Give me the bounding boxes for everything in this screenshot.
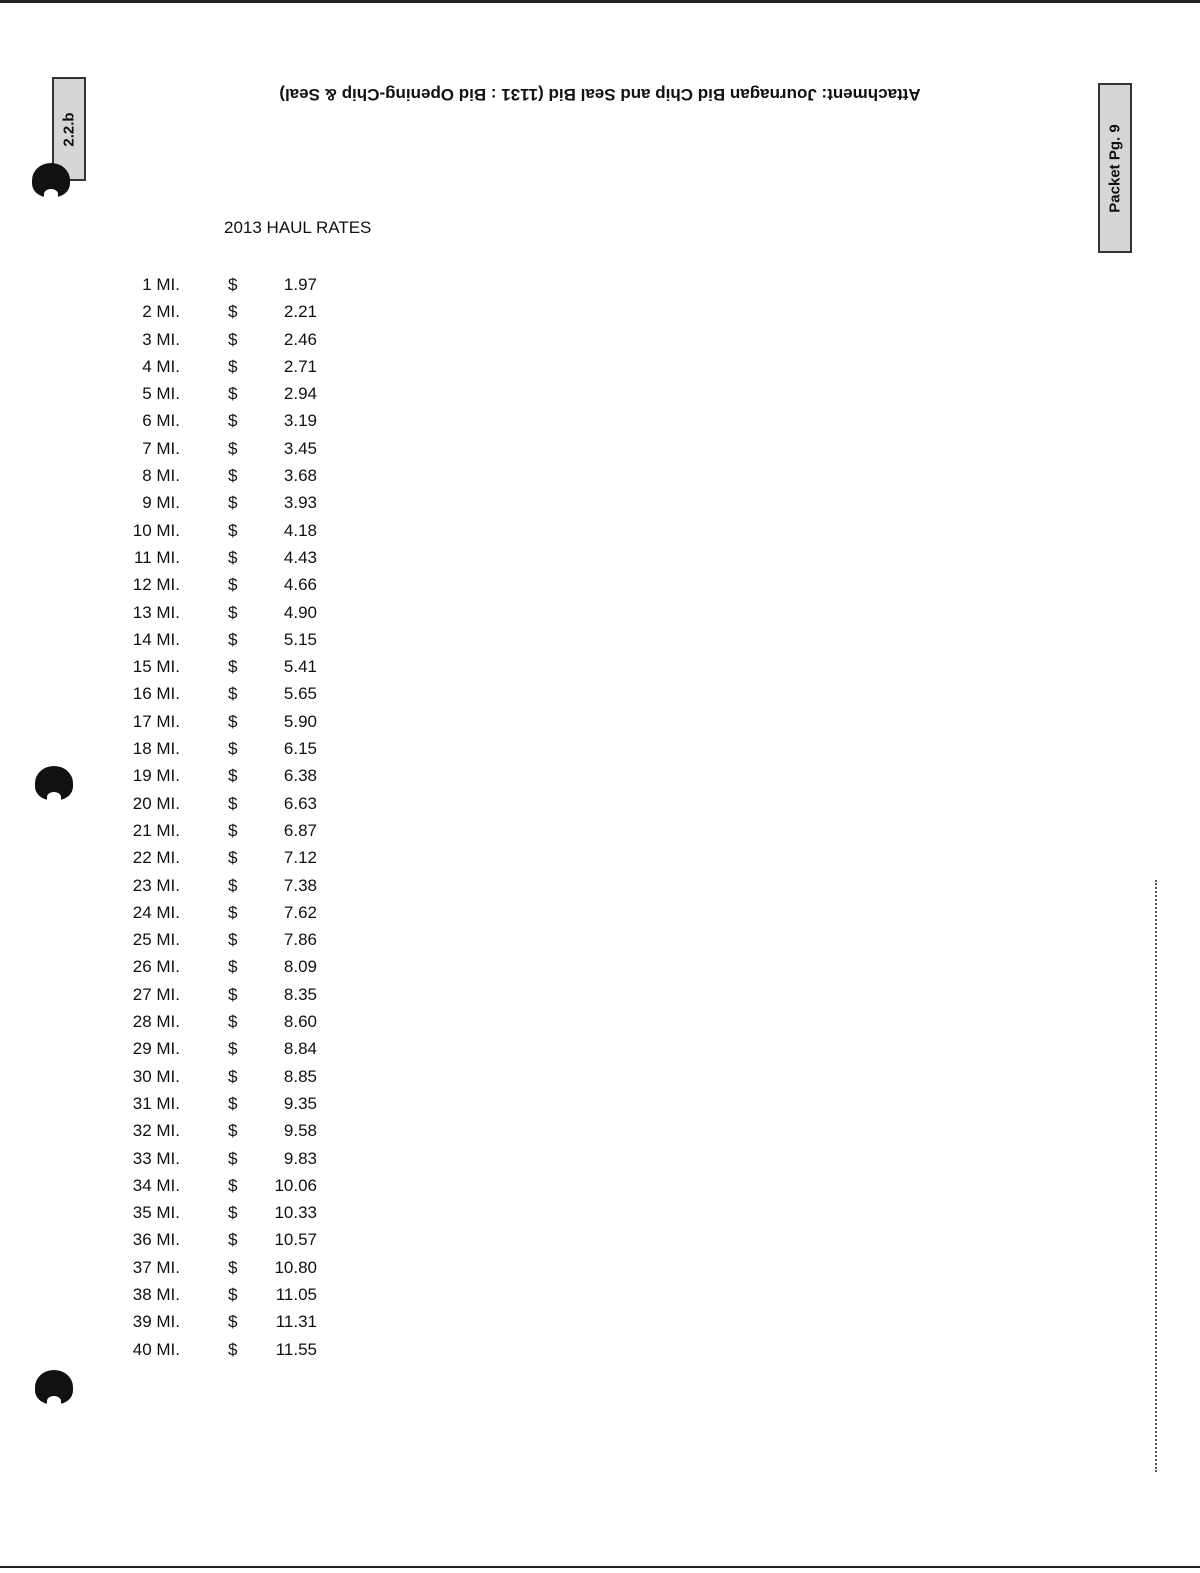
miles-cell: 9 MI.: [142, 493, 180, 513]
rate-cell: 4.66: [283, 575, 317, 595]
currency-symbol: $: [228, 957, 238, 977]
currency-symbol: $: [228, 1066, 238, 1086]
currency-symbol: $: [228, 411, 238, 431]
miles-cell: 28 MI.: [132, 1012, 180, 1032]
rate-cell: 6.15: [283, 739, 317, 759]
rate-cell: 6.63: [283, 793, 317, 813]
rate-cell: 8.85: [283, 1066, 317, 1086]
currency-symbol: $: [228, 875, 238, 895]
bottom-border-line: [0, 1566, 1200, 1568]
attachment-header: Attachment: Journagan Bid Chip and Seal Bid (1131 : Bid Opening-Chip & Seal): [279, 85, 921, 104]
rate-cell: 8.09: [283, 957, 317, 977]
rate-cell: 8.84: [283, 1039, 317, 1059]
rate-cell: 2.94: [283, 384, 317, 404]
rate-cell: 9.35: [283, 1093, 317, 1113]
currency-symbol: $: [228, 1203, 238, 1223]
miles-cell: 5 MI.: [142, 384, 180, 404]
currency-symbol: $: [228, 1284, 238, 1304]
miles-cell: 32 MI.: [132, 1121, 180, 1141]
miles-cell: 16 MI.: [132, 684, 180, 704]
miles-cell: 33 MI.: [132, 1148, 180, 1168]
miles-cell: 23 MI.: [132, 875, 180, 895]
miles-cell: 15 MI.: [132, 657, 180, 677]
currency-symbol: $: [228, 1339, 238, 1359]
miles-cell: 7 MI.: [142, 438, 180, 458]
rate-cell: 5.65: [283, 684, 317, 704]
rate-cell: 2.71: [283, 356, 317, 376]
rate-cell: 3.68: [283, 466, 317, 486]
miles-cell: 4 MI.: [142, 356, 180, 376]
currency-symbol: $: [228, 493, 238, 513]
currency-symbol: $: [228, 1012, 238, 1032]
rate-cell: 6.38: [283, 766, 317, 786]
miles-cell: 11 MI.: [134, 547, 180, 567]
miles-cell: 6 MI.: [142, 411, 180, 431]
miles-cell: 3 MI.: [142, 329, 180, 349]
currency-symbol: $: [228, 275, 238, 294]
top-border-line: [0, 0, 1200, 3]
currency-symbol: $: [228, 711, 238, 731]
currency-symbol: $: [228, 547, 238, 567]
miles-cell: 8 MI.: [142, 466, 180, 486]
miles-cell: 18 MI.: [132, 739, 180, 759]
miles-cell: 34 MI.: [132, 1175, 180, 1195]
scan-margin-line: [1155, 880, 1157, 1472]
rate-cell: 9.83: [283, 1148, 317, 1168]
miles-cell: 20 MI.: [132, 793, 180, 813]
rate-cell: 4.18: [283, 520, 317, 540]
rate-cell: 11.55: [275, 1339, 317, 1359]
miles-cell: 35 MI.: [132, 1203, 180, 1223]
currency-symbol: $: [228, 793, 238, 813]
rate-cell: 4.43: [283, 547, 317, 567]
rate-cell: 7.12: [283, 848, 317, 868]
currency-symbol: $: [228, 984, 238, 1004]
rate-cell: 11.31: [275, 1312, 317, 1332]
miles-cell: 2 MI.: [142, 302, 180, 322]
rate-cell: 11.05: [275, 1284, 317, 1304]
currency-symbol: $: [228, 438, 238, 458]
currency-symbol: $: [228, 684, 238, 704]
section-stamp-label: 2.2.b: [60, 111, 78, 147]
currency-symbol: $: [228, 902, 238, 922]
rate-cell: 10.80: [274, 1257, 317, 1277]
currency-symbol: $: [228, 1148, 238, 1168]
punch-hole-bottom: [35, 1370, 73, 1404]
rate-cell: 2.46: [283, 329, 317, 349]
currency-symbol: $: [228, 1121, 238, 1141]
rate-cell: 2.21: [283, 302, 317, 322]
currency-symbol: $: [228, 1093, 238, 1113]
rate-cell: 7.62: [283, 902, 317, 922]
rate-cell: 9.58: [283, 1121, 317, 1141]
punch-hole-top: [32, 163, 70, 197]
rate-cell: 6.87: [283, 820, 317, 840]
currency-symbol: $: [228, 848, 238, 868]
rate-cell: 10.06: [274, 1175, 317, 1195]
miles-cell: 40 MI.: [132, 1339, 180, 1359]
currency-symbol: $: [228, 1312, 238, 1332]
miles-cell: 24 MI.: [132, 902, 180, 922]
miles-cell: 21 MI.: [132, 820, 180, 840]
miles-cell: 30 MI.: [132, 1066, 180, 1086]
currency-symbol: $: [228, 302, 238, 322]
punch-hole-middle: [35, 766, 73, 800]
currency-symbol: $: [228, 520, 238, 540]
miles-cell: 1 MI.: [142, 275, 180, 294]
rate-cell: 7.38: [283, 875, 317, 895]
miles-cell: 39 MI.: [132, 1312, 180, 1332]
currency-symbol: $: [228, 1230, 238, 1250]
rate-cell: 3.19: [283, 411, 317, 431]
currency-symbol: $: [228, 1175, 238, 1195]
miles-cell: 25 MI.: [132, 930, 180, 950]
currency-symbol: $: [228, 356, 238, 376]
currency-symbol: $: [228, 739, 238, 759]
rate-cell: 4.90: [283, 602, 317, 622]
miles-cell: 26 MI.: [132, 957, 180, 977]
currency-symbol: $: [228, 575, 238, 595]
miles-cell: 10 MI.: [132, 520, 180, 540]
miles-cell: 12 MI.: [132, 575, 180, 595]
currency-symbol: $: [228, 1039, 238, 1059]
miles-cell: 17 MI.: [132, 711, 180, 731]
miles-cell: 14 MI.: [132, 629, 180, 649]
rate-cell: 10.33: [274, 1203, 317, 1223]
rate-cell: 3.93: [283, 493, 317, 513]
rate-cell: 1.97: [283, 275, 317, 294]
miles-cell: 13 MI.: [132, 602, 180, 622]
currency-symbol: $: [228, 629, 238, 649]
packet-page-stamp: [1098, 83, 1132, 253]
miles-cell: 19 MI.: [132, 766, 180, 786]
miles-cell: 22 MI.: [132, 848, 180, 868]
rate-cell: 3.45: [283, 438, 317, 458]
miles-cell: 31 MI.: [132, 1093, 180, 1113]
miles-cell: 36 MI.: [132, 1230, 180, 1250]
miles-cell: 37 MI.: [132, 1257, 180, 1277]
currency-symbol: $: [228, 466, 238, 486]
currency-symbol: $: [228, 820, 238, 840]
document-title: 2013 HAUL RATES: [224, 218, 372, 237]
rate-cell: 5.15: [283, 629, 317, 649]
rate-cell: 5.90: [283, 711, 317, 731]
rate-cell: 5.41: [283, 657, 317, 677]
miles-cell: 27 MI.: [132, 984, 180, 1004]
miles-cell: 38 MI.: [132, 1284, 180, 1304]
rate-cell: 8.60: [283, 1012, 317, 1032]
currency-symbol: $: [228, 329, 238, 349]
currency-symbol: $: [228, 602, 238, 622]
currency-symbol: $: [228, 930, 238, 950]
packet-page-label: Packet Pg. 9: [1106, 123, 1124, 213]
miles-cell: 29 MI.: [132, 1039, 180, 1059]
currency-symbol: $: [228, 766, 238, 786]
rate-cell: 10.57: [274, 1230, 317, 1250]
rate-cell: 8.35: [283, 984, 317, 1004]
currency-symbol: $: [228, 384, 238, 404]
rate-cell: 7.86: [283, 930, 317, 950]
currency-symbol: $: [228, 657, 238, 677]
currency-symbol: $: [228, 1257, 238, 1277]
